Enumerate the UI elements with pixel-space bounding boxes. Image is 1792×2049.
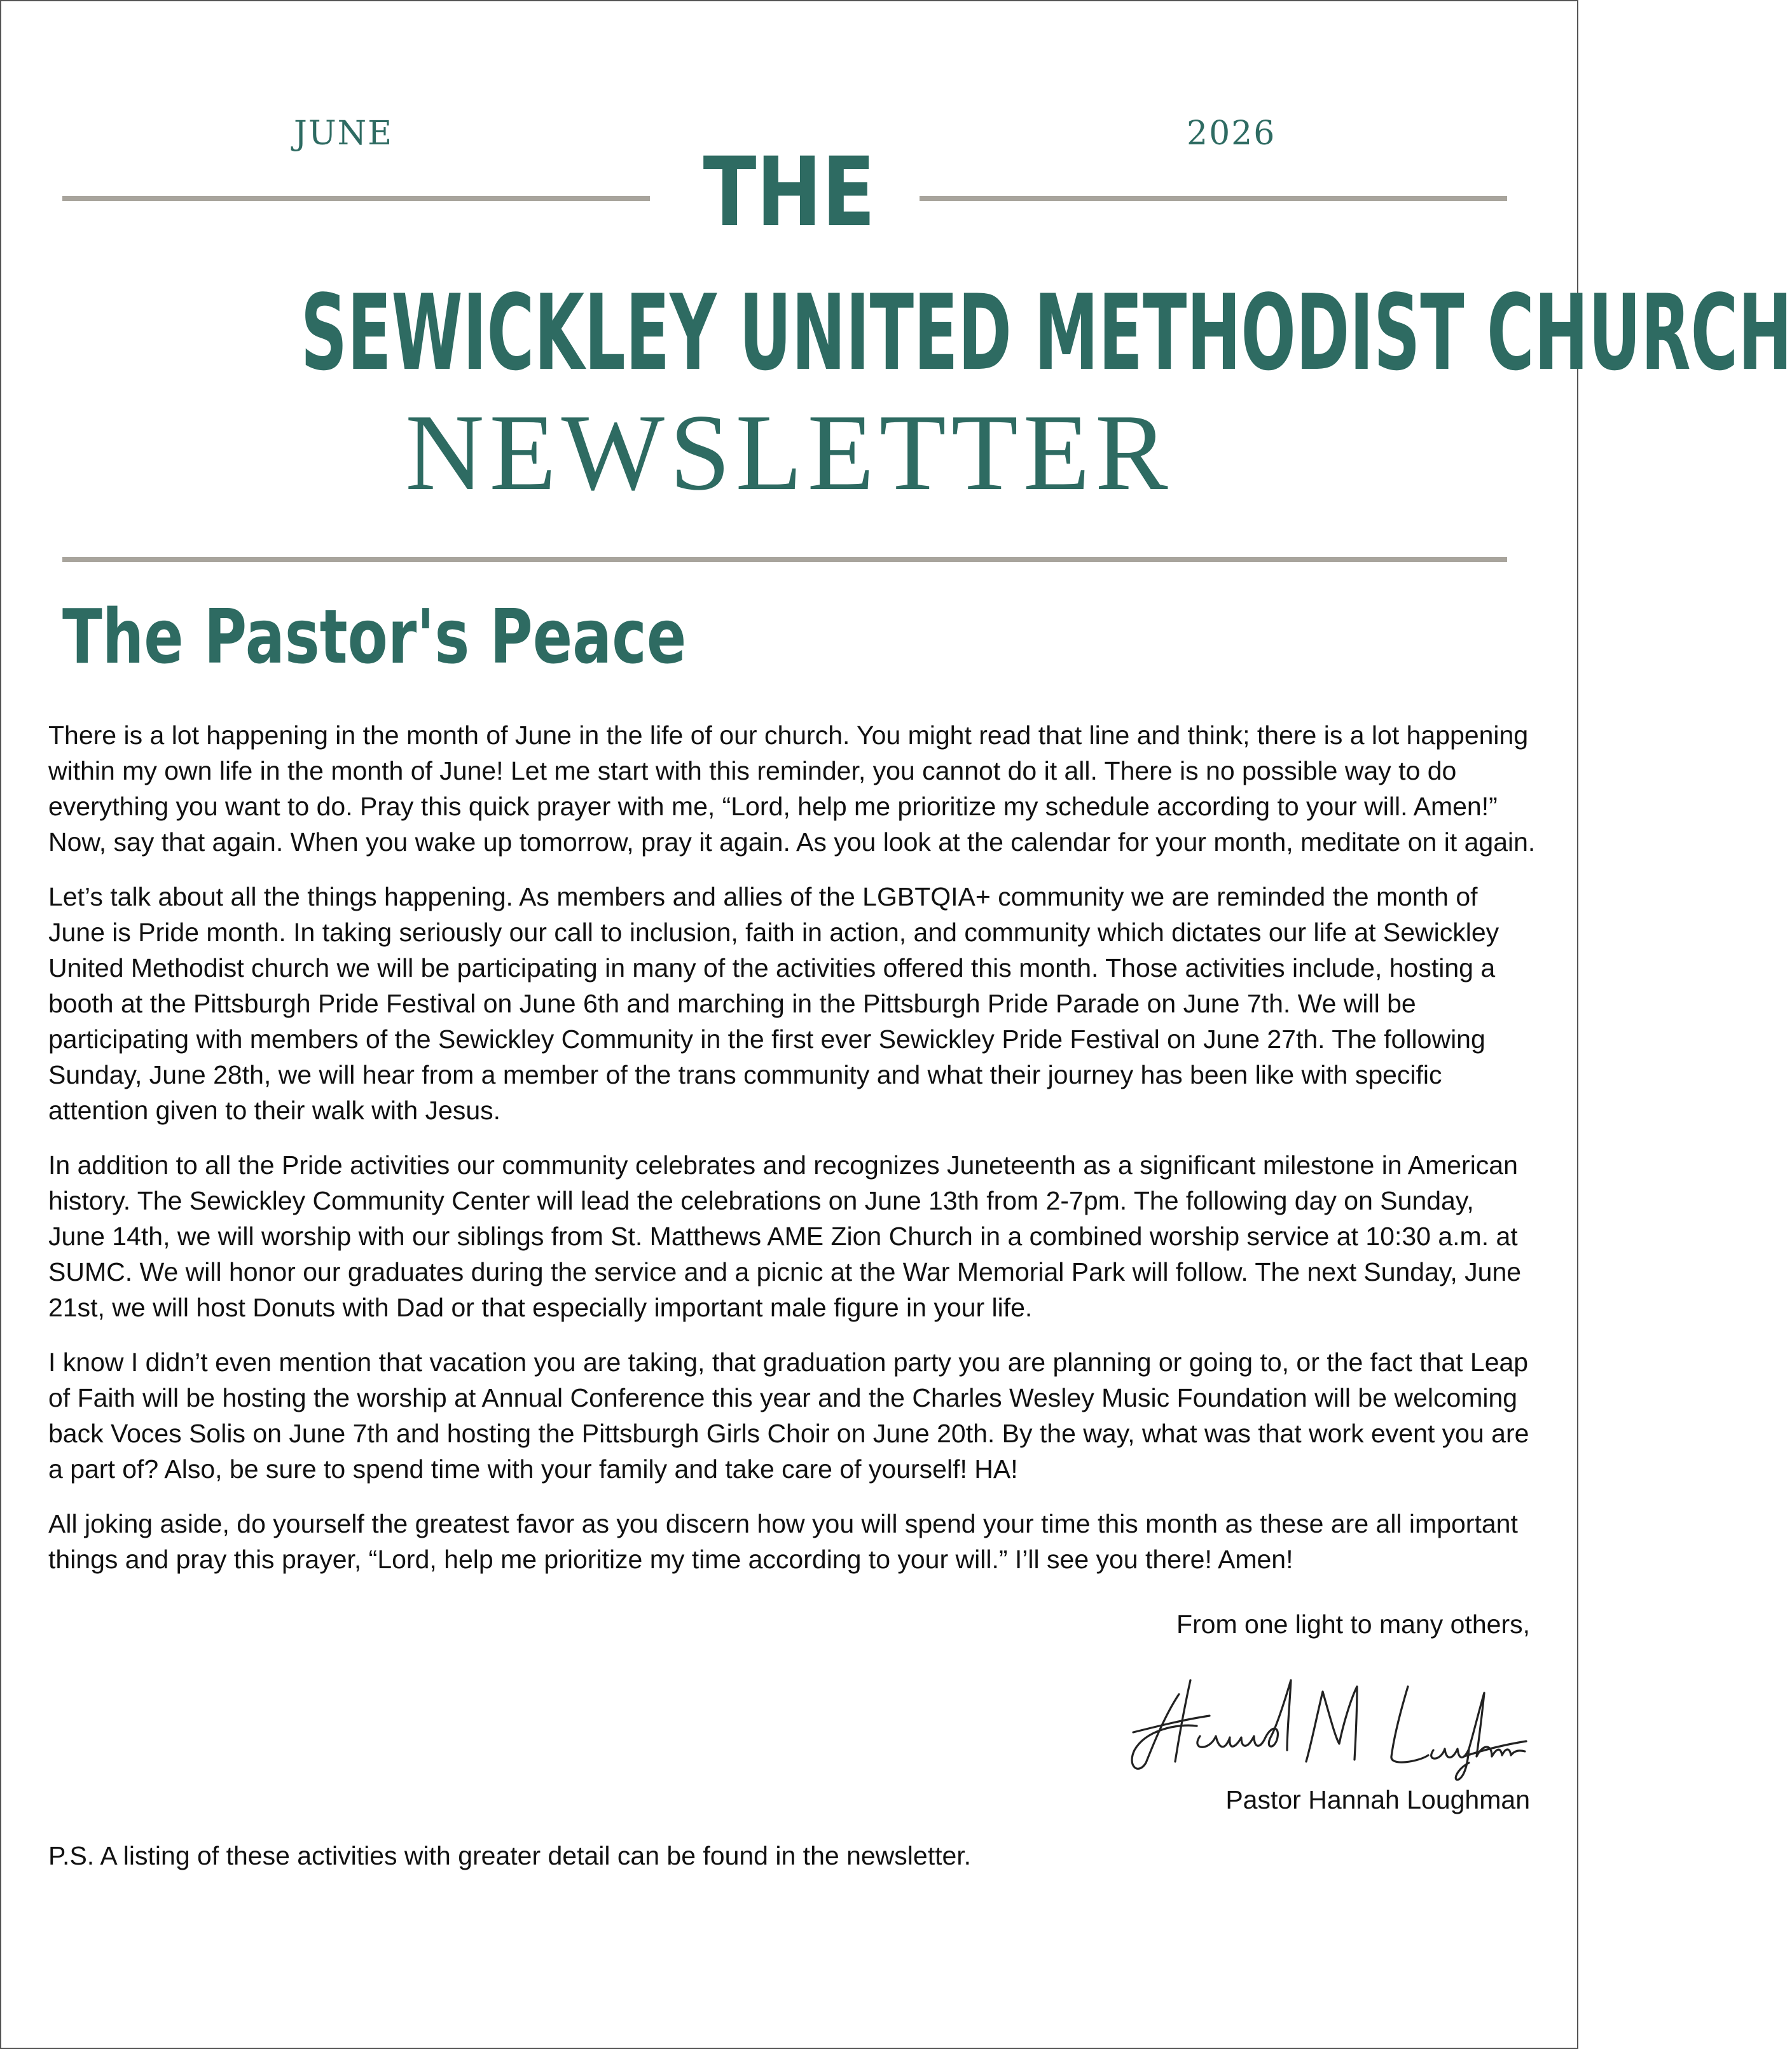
masthead-church-name: SEWICKLEY UNITED METHODIST CHURCH [300, 272, 1792, 394]
article-paragraph: All joking aside, do yourself the greatest favor as you discern how you will spend your time this month as these are all important things and pray this prayer, “Lord, help me prioritize my time according to your will.” I’ll see you there! Amen! [48, 1509, 1518, 1574]
pastor-name: Pastor Hannah Loughman [1225, 1785, 1530, 1814]
issue-year: 2026 [1187, 114, 1276, 153]
article-body [48, 717, 1536, 1596]
issue-month: JUNE [294, 114, 394, 153]
postscript: P.S. A listing of these activities with greater detail can be found in the newsletter. [48, 1841, 972, 1870]
closing-line: From one light to many others, [1176, 1610, 1530, 1639]
article-paragraph: In addition to all the Pride activities our community celebrates and recognizes Juneteenth as a significant milestone in American history. The Sewickley Community Center will lead the celebrations on June 13th from 2-7pm. The following day on Sunday, June 14th, we will worship with our siblings from St. Matthews AME Zion Church in a combined worship service at 10:30 a.m. at SUMC. We will honor our graduates during the service and a picnic at the War Memorial Park will follow. The next Sunday, June 21st, we will host Donuts with Dad or that especially important male figure in your life. [48, 1150, 1522, 1322]
masthead-the: THE [703, 137, 876, 248]
section-heading: The Pastor's Peace [62, 593, 687, 680]
masthead-divider [62, 557, 1507, 562]
article-paragraph: There is a lot happening in the month of June in the life of our church. You might read that line and think; there is a lot happening within my own life in the month of June! Let me start with this reminder, you cannot do it all. There is no possible way to do everything you want to do. Pray this quick prayer with me, “Lord, help me prioritize my schedule according to your will. Amen!” Now, say that again. When you wake up tomorrow, pray it again. As you look at the calendar for your month, meditate on it again. [48, 721, 1536, 857]
masthead-newsletter: NEWSLETTER [405, 392, 1173, 513]
article-paragraph: Let’s talk about all the things happening. As members and allies of the LGBTQIA+ community we are reminded the month of June is Pride month. In taking seriously our call to inclusion, faith in action, and community which dictates our life at Sewickley United Methodist church we will be participating in many of the activities offered this month. Those activities include, hosting a booth at the Pittsburgh Pride Festival on June 6th and marching in the Pittsburgh Pride Parade on June 7th. We will be participating with members of the Sewickley Community in the first ever Sewickley Pride Festival on June 27th. The following Sunday, June 28th, we will hear from a member of the trans community and what their journey has been like with specific attention given to their walk with Jesus. [48, 882, 1499, 1125]
signature-image [1120, 1655, 1527, 1782]
article-paragraph: I know I didn’t even mention that vacation you are taking, that graduation party you are planning or going to, or the fact that Leap of Faith will be hosting the worship at Annual Conference this year and the Charles Wesley Music Foundation will be welcoming back Voces Solis on June 7th and hosting the Pittsburgh Girls Choir on June 20th. By the way, what was that work event you are a part of? Also, be sure to spend time with your family and take care of yourself! HA! [48, 1348, 1529, 1484]
